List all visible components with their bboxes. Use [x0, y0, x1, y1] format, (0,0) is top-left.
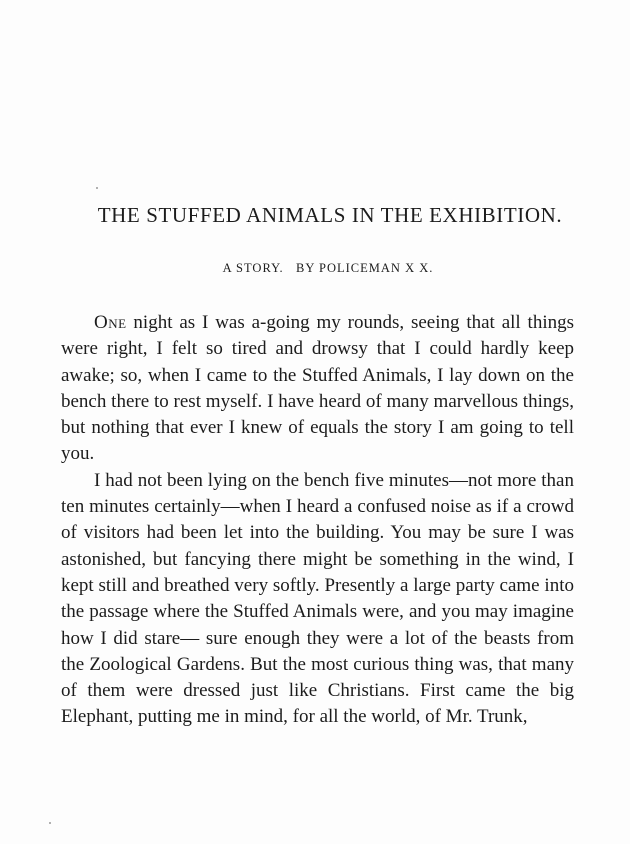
paragraph-text: I had not been lying on the bench five minutes—not more than ten minutes certainly—when I heard a confused noise as if a crowd of visitors had been let into the building. You may be sure I was astonished, but fancying there might be something in the wind, I kept still and breathed very softly. Presently a large party came into the passage where the Stuffed Animals were, and you may imagine how I did stare— sure enough they were a lot of the beasts from the Zoological Gardens. But the most curious thing was, that many of them were dressed just like Christians. First came the big Elephant, putting me in mind, for all the world, of Mr. Trunk,: [61, 469, 574, 728]
page-speck: [49, 822, 51, 824]
story-body: [61, 310, 574, 731]
page-speck: [96, 187, 98, 189]
page-title: THE STUFFED ANIMALS IN THE EXHIBITION.: [97, 203, 563, 227]
paragraph-text: night as I was a-going my rounds, seeing that all things were right, I felt so tired and drowsy that I could hardly keep awake; so, when I came to the Stuffed Animals, I lay down on the bench there to rest myself. I have heard of many marvellous things, but nothing that ever I knew of equals the story I am going to tell you.: [61, 312, 574, 465]
paragraph-1: [61, 310, 574, 468]
paragraph-lead-word: One: [94, 312, 127, 333]
story-byline: A STORY. BY POLICEMAN X X.: [222, 261, 434, 275]
paragraph-2: [61, 468, 574, 731]
